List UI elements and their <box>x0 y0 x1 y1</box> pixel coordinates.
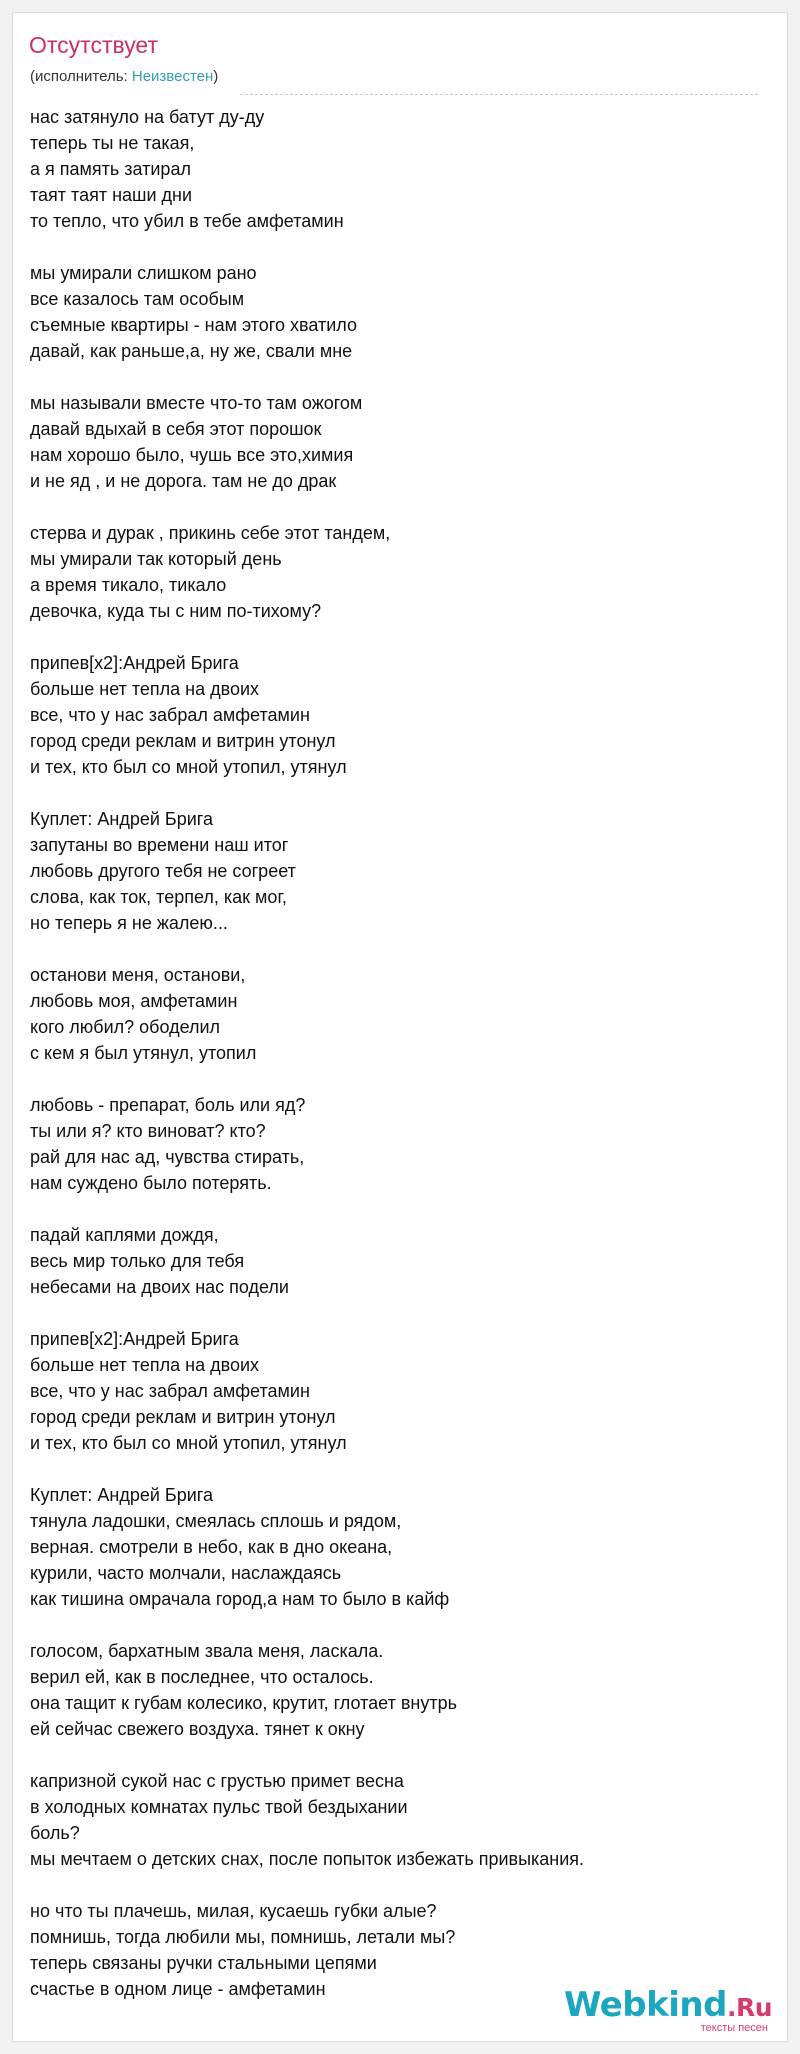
lyric-line: Куплет: Андрей Брига <box>30 1485 213 1505</box>
lyric-line: верил ей, как в последнее, что осталось. <box>30 1667 374 1687</box>
lyrics-stanza <box>30 260 750 364</box>
lyrics-stanza <box>30 520 750 624</box>
lyric-line: верная. смотрели в небо, как в дно океана, <box>30 1537 393 1557</box>
lyric-line: больше нет тепла на двоих <box>30 1355 260 1375</box>
lyric-line: курили, часто молчали, наслаждаясь <box>30 1563 342 1583</box>
lyrics-body <box>30 104 750 2002</box>
lyrics-stanza <box>30 1638 750 1742</box>
lyrics-stanza <box>30 1222 750 1300</box>
lyric-line: и тех, кто был со мной утопил, утянул <box>30 1433 347 1453</box>
lyric-line: припев[x2]:Андрей Брига <box>30 653 239 673</box>
lyric-line: слова, как ток, терпел, как мог, <box>30 887 287 907</box>
lyric-line: любовь другого тебя не согреет <box>30 861 296 881</box>
lyric-line: все казалось там особым <box>30 289 245 309</box>
logo-main-text: Webkind <box>563 1985 727 2025</box>
artist-suffix: ) <box>213 68 219 85</box>
lyric-line: она тащит к губам колесико, крутит, глотает внутрь <box>30 1693 457 1713</box>
lyric-line: таят таят наши дни <box>30 185 193 205</box>
lyrics-stanza <box>30 1768 750 1872</box>
lyric-line: а я память затирал <box>30 159 191 179</box>
lyric-line: кого любил? ободелил <box>30 1017 221 1037</box>
lyric-line: все, что у нас забрал амфетамин <box>30 705 310 725</box>
lyric-line: рай для нас ад, чувства стирать, <box>30 1147 305 1167</box>
lyric-line: теперь ты не такая, <box>30 133 195 153</box>
lyric-line: нам хорошо было, чушь все это,химия <box>30 445 354 465</box>
lyric-line: мы называли вместе что-то там ожогом <box>30 393 363 413</box>
lyric-line: мы умирали так который день <box>30 549 282 569</box>
lyric-line: но что ты плачешь, милая, кусаешь губки алые? <box>30 1901 437 1921</box>
lyric-line: и не яд , и не дорога. там не до драк <box>30 471 337 491</box>
lyric-line: съемные квартиры - нам этого хватило <box>30 315 357 335</box>
lyrics-stanza <box>30 390 750 494</box>
lyric-line: небесами на двоих нас подели <box>30 1277 289 1297</box>
lyric-line: все, что у нас забрал амфетамин <box>30 1381 310 1401</box>
lyrics-stanza <box>30 104 750 234</box>
lyric-line: а время тикало, тикало <box>30 575 227 595</box>
lyric-line: давай, как раньше,а, ну же, свали мне <box>30 341 353 361</box>
site-logo[interactable] <box>564 1987 772 2034</box>
lyrics-stanza <box>30 1326 750 1456</box>
lyric-line: с кем я был утянул, утопил <box>30 1043 257 1063</box>
lyric-line: капризной сукой нас с грустью примет весна <box>30 1771 404 1791</box>
lyric-line: стерва и дурак , прикинь себе этот тандем, <box>30 523 391 543</box>
lyric-line: давай вдыхай в себя этот порошок <box>30 419 322 439</box>
title-separator <box>240 94 758 95</box>
artist-link[interactable]: Неизвестен <box>131 68 214 85</box>
lyrics-stanza <box>30 1482 750 1612</box>
lyrics-stanza <box>30 650 750 780</box>
logo-suffix-text: .Ru <box>726 1993 772 2022</box>
lyrics-stanza <box>30 806 750 936</box>
lyric-line: останови меня, останови, <box>30 965 246 985</box>
lyric-line: мы мечтаем о детских снах, после попыток избежать привыкания. <box>30 1849 585 1869</box>
lyric-line: в холодных комнатах пульс твой бездыхании <box>30 1797 408 1817</box>
artist-prefix: (исполнитель: <box>30 68 132 85</box>
lyrics-stanza <box>30 1092 750 1196</box>
lyric-line: но теперь я не жалею... <box>30 913 228 933</box>
lyric-line: тянула ладошки, смеялась сплошь и рядом, <box>30 1511 402 1531</box>
lyric-line: девочка, куда ты с ним по-тихому? <box>30 601 322 621</box>
lyric-line: запутаны во времени наш итог <box>30 835 289 855</box>
lyric-line: теперь связаны ручки стальными цепями <box>30 1953 377 1973</box>
lyric-line: нам суждено было потерять. <box>30 1173 272 1193</box>
lyric-line: падай каплями дождя, <box>30 1225 219 1245</box>
lyric-line: город среди реклам и витрин утонул <box>30 731 336 751</box>
lyric-line: счастье в одном лице - амфетамин <box>30 1979 326 1999</box>
lyric-line: город среди реклам и витрин утонул <box>30 1407 336 1427</box>
lyric-line: помнишь, тогда любили мы, помнишь, летали мы? <box>30 1927 456 1947</box>
lyric-line: как тишина омрачала город,а нам то было в кайф <box>30 1589 450 1609</box>
lyric-line: припев[x2]:Андрей Брига <box>30 1329 239 1349</box>
lyric-line: нас затянуло на батут ду-ду <box>30 107 265 127</box>
lyric-line: Куплет: Андрей Брига <box>30 809 213 829</box>
logo-tagline: тексты песен <box>700 2022 768 2034</box>
lyric-line: и тех, кто был со мной утопил, утянул <box>30 757 347 777</box>
lyric-line: боль? <box>30 1823 80 1843</box>
lyric-line: больше нет тепла на двоих <box>30 679 260 699</box>
artist-line <box>30 68 218 86</box>
lyric-line: весь мир только для тебя <box>30 1251 245 1271</box>
lyric-line: голосом, бархатным звала меня, ласкала. <box>30 1641 384 1661</box>
song-title: Отсутствует <box>29 32 158 58</box>
lyric-line: любовь - препарат, боль или яд? <box>30 1095 306 1115</box>
lyric-line: ты или я? кто виноват? кто? <box>30 1121 266 1141</box>
lyric-line: то тепло, что убил в тебе амфетамин <box>30 211 344 231</box>
lyric-line: любовь моя, амфетамин <box>30 991 238 1011</box>
lyrics-stanza <box>30 962 750 1066</box>
logo-wordmark <box>564 1987 772 2026</box>
lyric-line: ей сейчас свежего воздуха. тянет к окну <box>30 1719 365 1739</box>
lyric-line: мы умирали слишком рано <box>30 263 257 283</box>
